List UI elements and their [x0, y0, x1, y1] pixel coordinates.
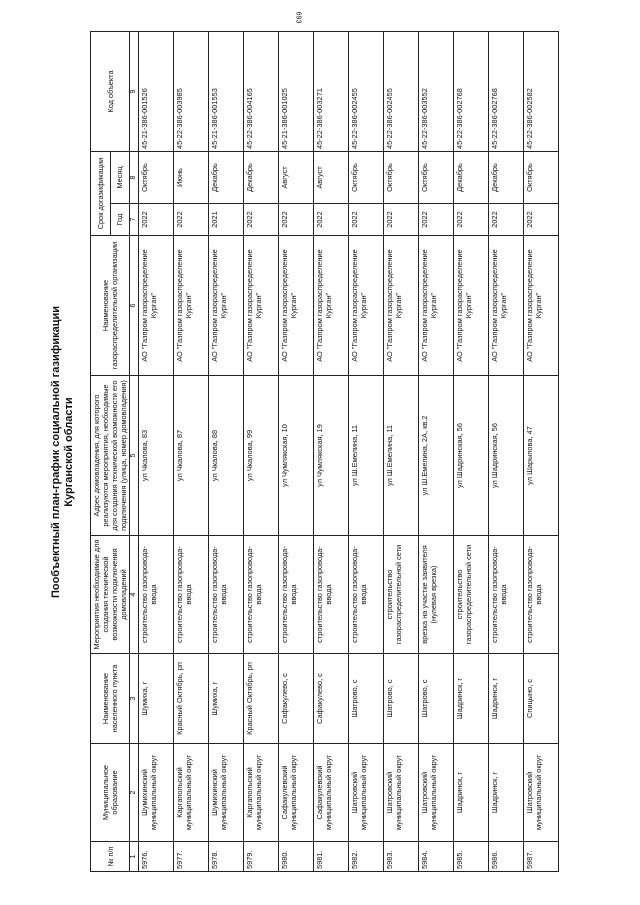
cell-month: Октябрь: [139, 152, 174, 204]
cell-gdo: АО "Газпром газораспределение Курган": [524, 236, 559, 376]
cell-num: 5987.: [524, 842, 559, 872]
cell-municipality: Шатровский муниципальный округ: [349, 744, 384, 842]
col-number: 8: [130, 152, 139, 204]
header-object-code: Код объекта: [91, 32, 130, 152]
table-row: [209, 32, 244, 872]
cell-municipality: Шатровский муниципальный округ: [524, 744, 559, 842]
col-number: 7: [130, 204, 139, 236]
cell-measures: врезка на участке заявителя (нулевая врезка): [419, 536, 454, 654]
cell-num: 5976.: [139, 842, 174, 872]
table-row: [524, 32, 559, 872]
table-row: [244, 32, 279, 872]
cell-month: Октябрь: [524, 152, 559, 204]
cell-object-code: 45-22-386-003271: [314, 32, 349, 152]
cell-address: ул Чкалова, 88: [209, 376, 244, 536]
cell-object-code: 45-22-386-004165: [244, 32, 279, 152]
cell-address: ул Чкалова, 99: [244, 376, 279, 536]
col-number: 5: [130, 376, 139, 536]
document-title: [50, 32, 76, 872]
col-number: 9: [130, 32, 139, 152]
cell-object-code: 45-22-386-002455: [384, 32, 419, 152]
cell-num: 5985.: [454, 842, 489, 872]
cell-month: Октябрь: [384, 152, 419, 204]
cell-object-code: 45-22-386-002582: [524, 32, 559, 152]
cell-object-code: 45-22-386-003552: [419, 32, 454, 152]
cell-month: Октябрь: [419, 152, 454, 204]
cell-num: 5984.: [419, 842, 454, 872]
cell-municipality: Шатровский муниципальный округ: [419, 744, 454, 842]
table-row: [174, 32, 209, 872]
cell-address: ул Шадринская, 56: [454, 376, 489, 536]
cell-year: 2022: [174, 204, 209, 236]
col-number: 2: [130, 744, 139, 842]
cell-municipality: Сафакулевский муниципальный округ: [314, 744, 349, 842]
cell-municipality: Каргапольский муниципальный округ: [244, 744, 279, 842]
cell-gdo: АО "Газпром газораспределение Курган": [174, 236, 209, 376]
cell-month: Август: [314, 152, 349, 204]
table-row: [349, 32, 384, 872]
cell-year: 2022: [139, 204, 174, 236]
cell-num: 5978.: [209, 842, 244, 872]
cell-municipality: Каргапольский муниципальный округ: [174, 744, 209, 842]
cell-gdo: АО "Газпром газораспределение Курган": [454, 236, 489, 376]
cell-locality: Шумиха, г: [139, 654, 174, 744]
header-deadline: Срок догазификации: [91, 152, 111, 236]
table-row: [489, 32, 524, 872]
cell-num: 5982.: [349, 842, 384, 872]
cell-month: Декабрь: [489, 152, 524, 204]
cell-measures: строительство газопровода-ввода: [139, 536, 174, 654]
cell-municipality: Шадринск, г: [489, 744, 524, 842]
table-row: [384, 32, 419, 872]
cell-year: 2022: [279, 204, 314, 236]
header-year: Год: [110, 204, 130, 236]
cell-month: Октябрь: [349, 152, 384, 204]
cell-address: ул Чкалова, 87: [174, 376, 209, 536]
cell-gdo: АО "Газпром газораспределение Курган": [244, 236, 279, 376]
cell-measures: строительство газопровода-ввода: [314, 536, 349, 654]
cell-locality: Шадринск, г: [454, 654, 489, 744]
title-line-1: Пообъектный план-график социальной газификации: [50, 305, 62, 599]
cell-locality: Шадринск, г: [489, 654, 524, 744]
gasification-schedule-table: [90, 31, 559, 872]
cell-measures: строительство газопровода-ввода: [209, 536, 244, 654]
cell-address: ул Шадринская, 56: [489, 376, 524, 536]
cell-object-code: 45-22-386-002455: [349, 32, 384, 152]
cell-measures: строительство газопровода-ввода: [349, 536, 384, 654]
header-measures: Мероприятия необходимые для создания технической возможности подключения домовладений: [91, 536, 130, 654]
table-row: [419, 32, 454, 872]
cell-month: Декабрь: [454, 152, 489, 204]
cell-measures: строительство газопровода-ввода: [279, 536, 314, 654]
cell-year: 2022: [419, 204, 454, 236]
cell-municipality: Шумихинский муниципальный округ: [209, 744, 244, 842]
cell-year: 2022: [454, 204, 489, 236]
table-body: [139, 32, 559, 872]
cell-municipality: Сафакулевский муниципальный округ: [279, 744, 314, 842]
cell-gdo: АО "Газпром газораспределение Курган": [139, 236, 174, 376]
cell-address: ул Ш.Емелина, 11: [384, 376, 419, 536]
title-line-2: Курганской области: [63, 397, 75, 507]
cell-measures: строительство газораспределительной сети: [454, 536, 489, 654]
cell-municipality: Шатровский муниципальный округ: [384, 744, 419, 842]
cell-object-code: 45-21-386-001025: [279, 32, 314, 152]
header-municipality: Муниципальное образование: [91, 744, 130, 842]
cell-year: 2022: [489, 204, 524, 236]
cell-measures: строительство газопровода-ввода: [174, 536, 209, 654]
header-month: Месяц: [110, 152, 130, 204]
cell-locality: Спицыно, с: [524, 654, 559, 744]
cell-year: 2022: [244, 204, 279, 236]
cell-measures: строительство газопровода-ввода: [524, 536, 559, 654]
cell-num: 5979.: [244, 842, 279, 872]
cell-month: Декабрь: [244, 152, 279, 204]
table-row: [279, 32, 314, 872]
cell-address: ул Чумлякская, 10: [279, 376, 314, 536]
cell-object-code: 45-22-386-003985: [174, 32, 209, 152]
cell-locality: Красный Октябрь, рп: [244, 654, 279, 744]
page-number: 693: [294, 11, 302, 24]
cell-object-code: 45-21-386-001553: [209, 32, 244, 152]
cell-locality: Шатрово, с: [384, 654, 419, 744]
cell-num: 5983.: [384, 842, 419, 872]
cell-locality: Сафакулево, с: [314, 654, 349, 744]
table-row: [454, 32, 489, 872]
cell-num: 5980.: [279, 842, 314, 872]
cell-address: ул Чумлякская, 19: [314, 376, 349, 536]
cell-measures: строительство газопровода-ввода: [489, 536, 524, 654]
cell-locality: Красный Октябрь, рп: [174, 654, 209, 744]
header-address: Адрес домовладения, для которого реализуются мероприятия, необходимые для создания технической возможности его подключения (улица, номер домовладения): [91, 376, 130, 536]
header-gdo: Наименование газораспределительной организации: [91, 236, 130, 376]
table-row: [314, 32, 349, 872]
cell-num: 5981.: [314, 842, 349, 872]
col-number: 6: [130, 236, 139, 376]
cell-year: 2022: [384, 204, 419, 236]
cell-address: ул Ш.Емелина, 2А, кв.2: [419, 376, 454, 536]
cell-num: 5977.: [174, 842, 209, 872]
cell-object-code: 45-21-386-001526: [139, 32, 174, 152]
cell-gdo: АО "Газпром газораспределение Курган": [419, 236, 454, 376]
col-number: 3: [130, 654, 139, 744]
cell-year: 2022: [349, 204, 384, 236]
cell-month: Декабрь: [209, 152, 244, 204]
cell-gdo: АО "Газпром газораспределение Курган": [314, 236, 349, 376]
cell-month: Июнь: [174, 152, 209, 204]
cell-locality: Шатрово, с: [419, 654, 454, 744]
cell-object-code: 45-22-386-002768: [489, 32, 524, 152]
cell-measures: строительство газораспределительной сети: [384, 536, 419, 654]
cell-year: 2022: [314, 204, 349, 236]
col-number: 1: [130, 842, 139, 872]
cell-address: ул Ш.Емелина, 11: [349, 376, 384, 536]
cell-locality: Сафакулево, с: [279, 654, 314, 744]
cell-address: ул Чкалова, 83: [139, 376, 174, 536]
cell-municipality: Шадринск, г: [454, 744, 489, 842]
cell-num: 5986.: [489, 842, 524, 872]
cell-locality: Шатрово, с: [349, 654, 384, 744]
cell-address: ул Шарыпова, 47: [524, 376, 559, 536]
rotated-page-content: [50, 32, 590, 872]
col-number: 4: [130, 536, 139, 654]
cell-gdo: АО "Газпром газораспределение Курган": [209, 236, 244, 376]
cell-gdo: АО "Газпром газораспределение Курган": [489, 236, 524, 376]
cell-locality: Шумиха, г: [209, 654, 244, 744]
cell-gdo: АО "Газпром газораспределение Курган": [384, 236, 419, 376]
cell-gdo: АО "Газпром газораспределение Курган": [349, 236, 384, 376]
cell-year: 2022: [524, 204, 559, 236]
header-locality: Наименование населенного пункта: [91, 654, 130, 744]
header-num: № п/п: [91, 842, 130, 872]
cell-object-code: 45-22-386-002768: [454, 32, 489, 152]
column-numbers-row: [130, 32, 139, 872]
cell-measures: строительство газопровода-ввода: [244, 536, 279, 654]
cell-year: 2021: [209, 204, 244, 236]
cell-municipality: Шумихинский муниципальный округ: [139, 744, 174, 842]
cell-month: Август: [279, 152, 314, 204]
table-row: [139, 32, 174, 872]
cell-gdo: АО "Газпром газораспределение Курган": [279, 236, 314, 376]
